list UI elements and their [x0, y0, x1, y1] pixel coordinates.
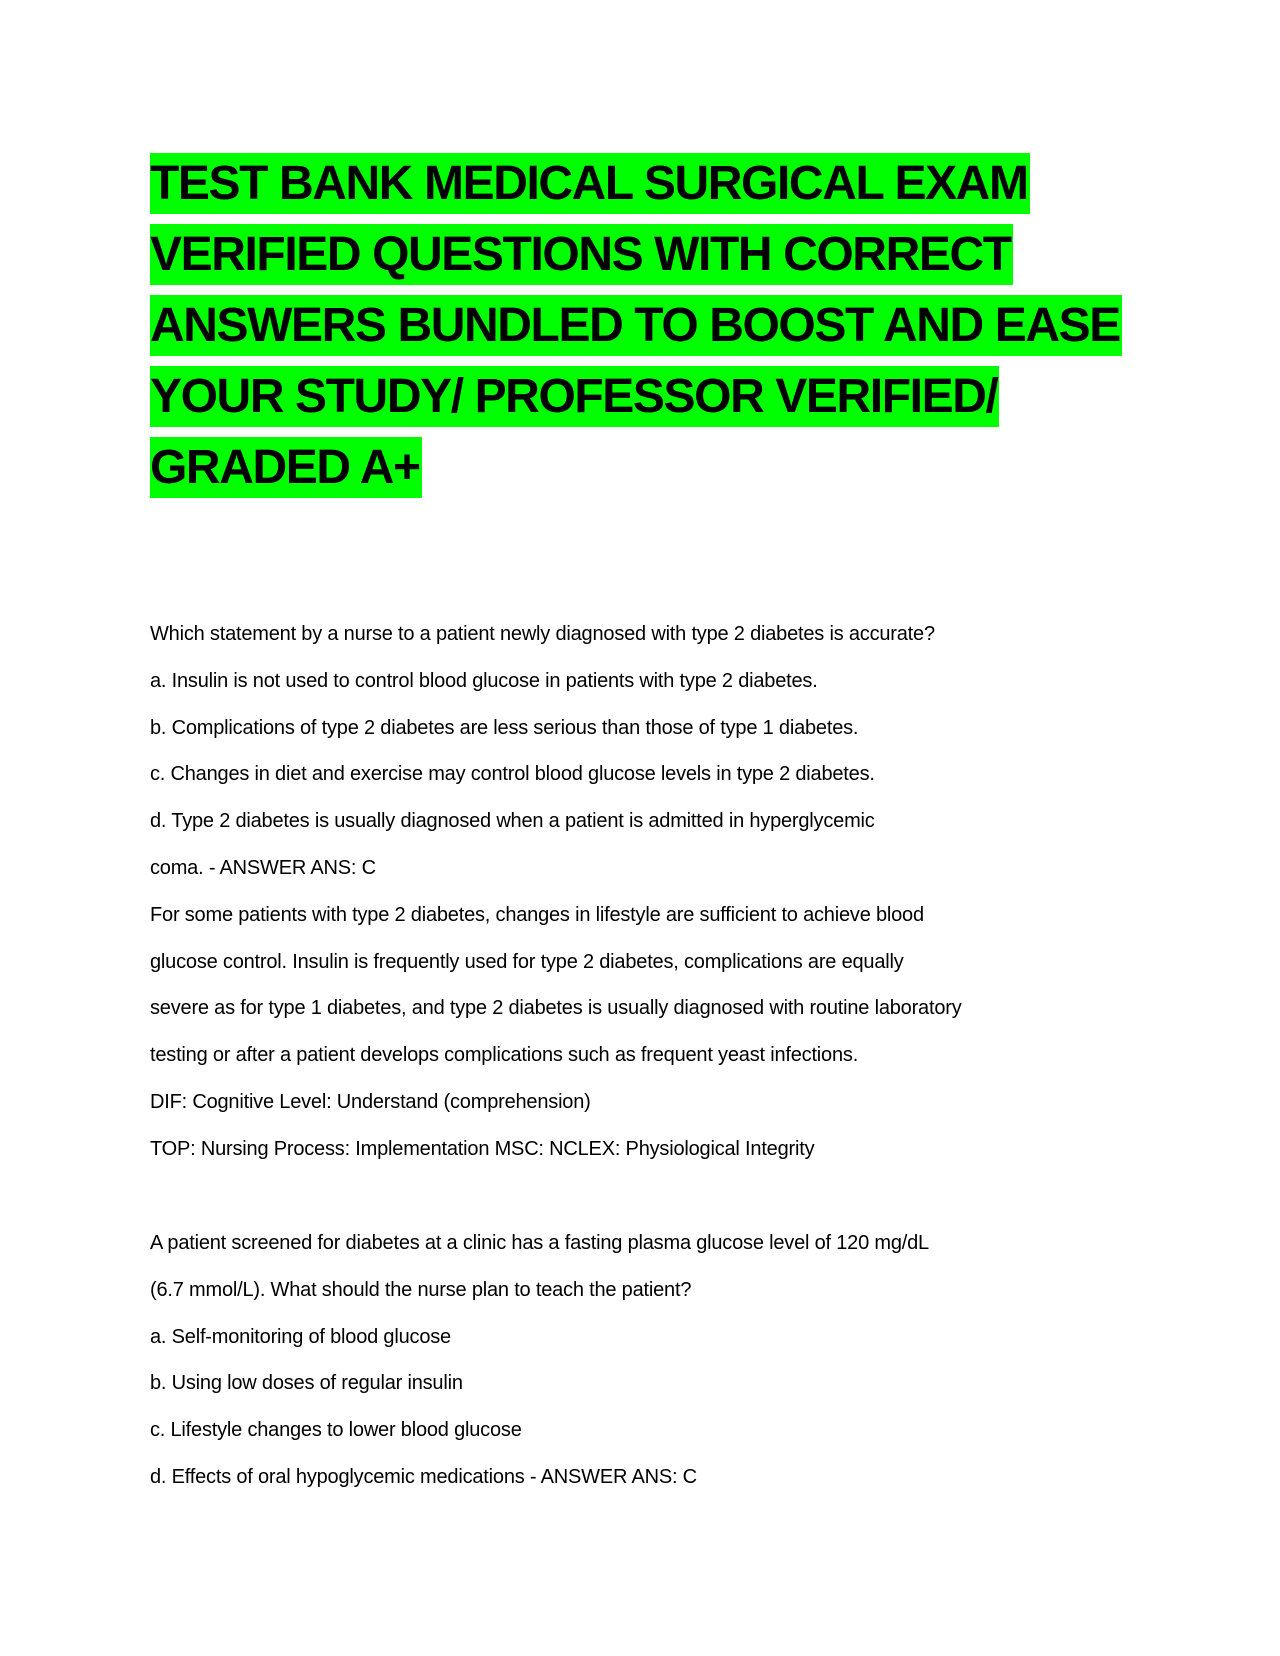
option-d: d. Effects of oral hypoglycemic medications - ANSWER ANS: C: [150, 1465, 697, 1488]
title-line-text: GRADED A+: [150, 437, 422, 498]
rationale-line: severe as for type 1 diabetes, and type 2 diabetes is usually diagnosed with routine laboratory: [150, 997, 962, 1020]
option-d: d. Type 2 diabetes is usually diagnosed when a patient is admitted in hyperglycemic: [150, 810, 875, 833]
option-b: b. Complications of type 2 diabetes are less serious than those of type 1 diabetes.: [150, 716, 859, 739]
title-line: [150, 361, 1150, 432]
question-stem: A patient screened for diabetes at a clinic has a fasting plasma glucose level of 120 mg/dL: [150, 1232, 929, 1254]
question-1: [150, 611, 1110, 1173]
title-line-text: ANSWERS BUNDLED TO BOOST AND EASE: [150, 295, 1122, 356]
rationale-line: testing or after a patient develops complications such as frequent yeast infections.: [150, 1044, 859, 1067]
option-c: c. Lifestyle changes to lower blood glucose: [150, 1419, 522, 1442]
topic-line: TOP: Nursing Process: Implementation MSC: NCLEX: Physiological Integrity: [150, 1137, 815, 1160]
title-line-text: TEST BANK MEDICAL SURGICAL EXAM: [150, 153, 1030, 214]
rationale-line: For some patients with type 2 diabetes, changes in lifestyle are sufficient to achieve blood: [150, 903, 924, 926]
option-a: a. Self-monitoring of blood glucose: [150, 1325, 451, 1348]
document-title: [150, 148, 1150, 503]
title-line-text: VERIFIED QUESTIONS WITH CORRECT: [150, 224, 1013, 285]
option-b: b. Using low doses of regular insulin: [150, 1372, 463, 1395]
option-a: a. Insulin is not used to control blood glucose in patients with type 2 diabetes.: [150, 669, 818, 692]
title-line: [150, 148, 1150, 219]
option-c: c. Changes in diet and exercise may control blood glucose levels in type 2 diabetes.: [150, 763, 875, 786]
rationale-line: glucose control. Insulin is frequently used for type 2 diabetes, complications are equally: [150, 950, 904, 973]
title-line-text: YOUR STUDY/ PROFESSOR VERIFIED/: [150, 366, 999, 427]
title-line: [150, 432, 1150, 503]
title-line: [150, 290, 1150, 361]
title-line: [150, 219, 1150, 290]
question-2: [150, 1220, 1110, 1501]
answer-line: coma. - ANSWER ANS: C: [150, 856, 376, 879]
question-stem: Which statement by a nurse to a patient newly diagnosed with type 2 diabetes is accurate?: [150, 623, 935, 645]
difficulty-line: DIF: Cognitive Level: Understand (comprehension): [150, 1090, 591, 1113]
question-stem: (6.7 mmol/L). What should the nurse plan to teach the patient?: [150, 1278, 692, 1301]
